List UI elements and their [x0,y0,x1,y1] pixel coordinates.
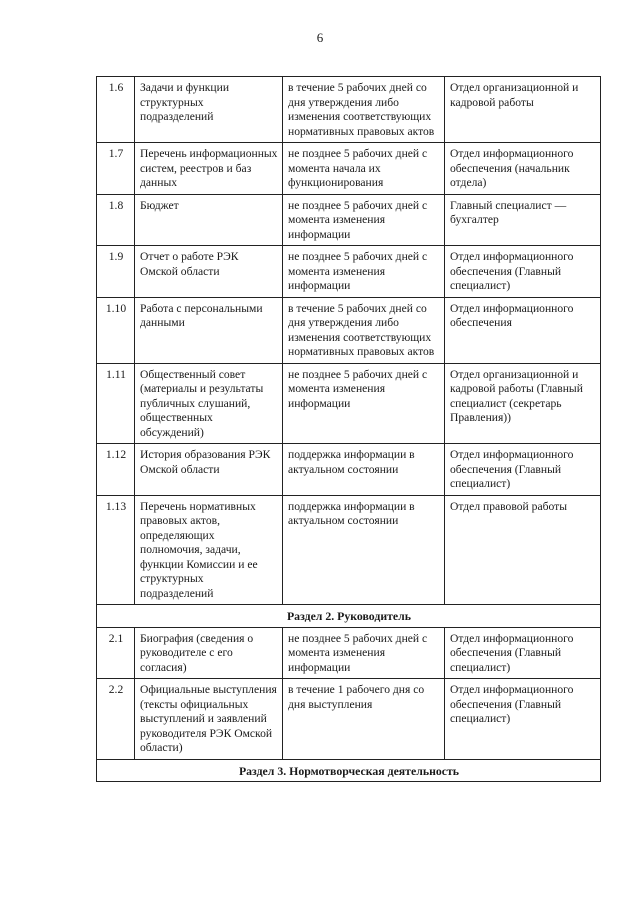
item-number: 1.13 [97,495,135,605]
page-number: 6 [316,30,324,45]
table-row [97,246,601,298]
deadline: в течение 5 рабочих дней со дня утверждения либо изменения соответствующих нормативных правовых актов [283,297,445,363]
item-name: Общественный совет (материалы и результаты публичных слушаний, общественных обсуждений) [135,363,283,444]
section-header-row [97,605,601,628]
deadline: в течение 1 рабочего дня со дня выступления [283,679,445,760]
item-number: 1.8 [97,194,135,246]
responsible: Отдел информационного обеспечения [445,297,601,363]
deadline: не позднее 5 рабочих дней с момента изменения информации [283,194,445,246]
responsible: Отдел правовой работы [445,495,601,605]
responsible: Отдел информационного обеспечения (Главный специалист) [445,679,601,760]
deadline: не позднее 5 рабочих дней с момента изменения информации [283,627,445,679]
responsible: Отдел информационного обеспечения (Главный специалист) [445,627,601,679]
table-row [97,143,601,195]
responsible: Отдел информационного обеспечения (Главный специалист) [445,246,601,298]
item-name: Задачи и функции структурных подразделений [135,77,283,143]
item-number: 1.10 [97,297,135,363]
table-row [97,495,601,605]
item-name: Официальные выступления (тексты официальных выступлений и заявлений руководителя РЭК Омской области) [135,679,283,760]
item-name: Бюджет [135,194,283,246]
item-number: 2.1 [97,627,135,679]
table-row [97,297,601,363]
item-name: Отчет о работе РЭК Омской области [135,246,283,298]
table-row [97,77,601,143]
responsible: Отдел информационного обеспечения (Главный специалист) [445,444,601,496]
table-row [97,679,601,760]
item-name: Работа с персональными данными [135,297,283,363]
responsible: Отдел информационного обеспечения (начальник отдела) [445,143,601,195]
item-number: 1.12 [97,444,135,496]
deadline: не позднее 5 рабочих дней с момента изменения информации [283,363,445,444]
responsible: Отдел организационной и кадровой работы [445,77,601,143]
item-number: 1.6 [97,77,135,143]
item-name: Биография (сведения о руководителе с его согласия) [135,627,283,679]
item-name: Перечень информационных систем, реестров и баз данных [135,143,283,195]
table-row [97,627,601,679]
item-number: 2.2 [97,679,135,760]
item-number: 1.11 [97,363,135,444]
table-row [97,363,601,444]
deadline: поддержка информации в актуальном состоянии [283,495,445,605]
responsible: Главный специалист — бухгалтер [445,194,601,246]
publication-schedule-table [96,76,601,782]
deadline: не позднее 5 рабочих дней с момента изменения информации [283,246,445,298]
section-title: Раздел 2. Руководитель [97,605,601,628]
item-name: История образования РЭК Омской области [135,444,283,496]
item-number: 1.9 [97,246,135,298]
deadline: поддержка информации в актуальном состоянии [283,444,445,496]
section-header-row [97,759,601,782]
table-row [97,194,601,246]
responsible: Отдел организационной и кадровой работы (Главный специалист (секретарь Правления)) [445,363,601,444]
deadline: не позднее 5 рабочих дней с момента начала их функционирования [283,143,445,195]
item-number: 1.7 [97,143,135,195]
deadline: в течение 5 рабочих дней со дня утверждения либо изменения соответствующих нормативных правовых актов [283,77,445,143]
item-name: Перечень нормативных правовых актов, определяющих полномочия, задачи, функции Комиссии и ее структурных подразделений [135,495,283,605]
section-title: Раздел 3. Нормотворческая деятельность [97,759,601,782]
table-body [97,77,601,782]
table-row [97,444,601,496]
